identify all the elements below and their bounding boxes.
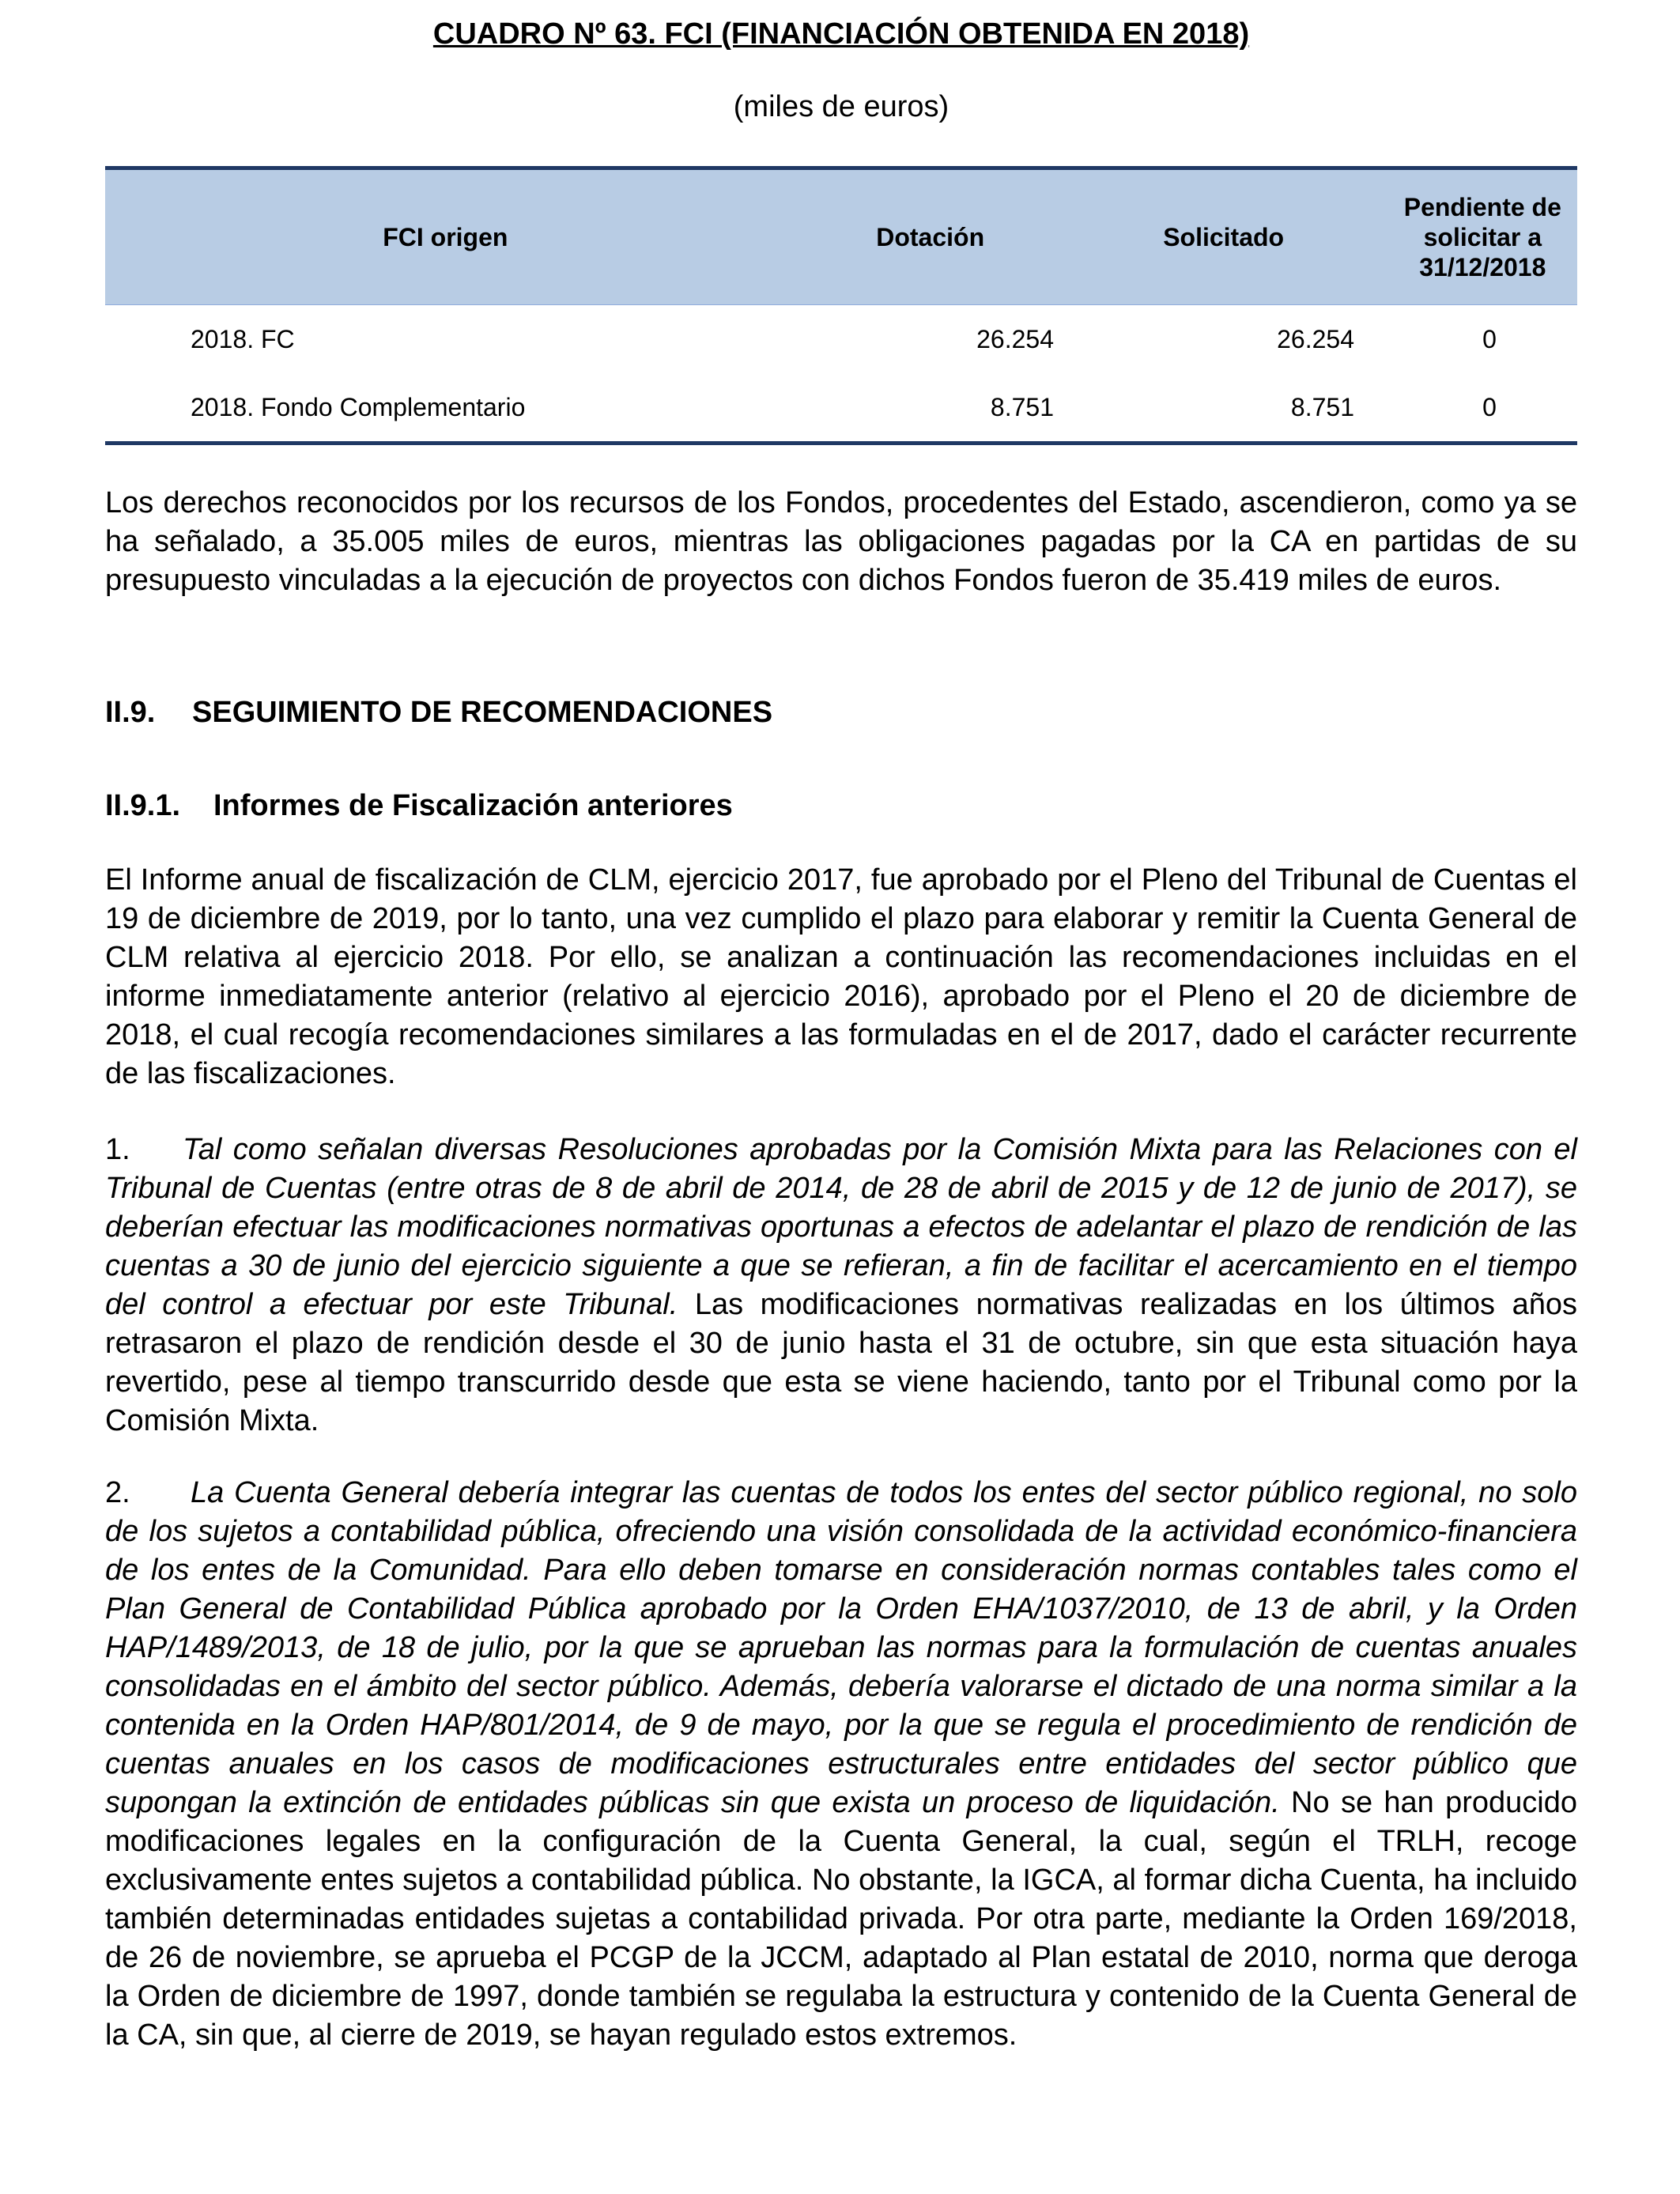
paragraph-fondos: Los derechos reconocidos por los recursos de los Fondos, procedentes del Estado, ascendieron, como ya se ha señalado, a 35.005 miles de euros, mientras las obligaciones pagadas por la CA en partidas de su presupuesto vinculadas a la ejecución de proyectos con dichos Fondos fueron de 35.419 miles de euros.: [105, 486, 1577, 597]
cell-dotacion: 26.254: [976, 324, 1054, 353]
table-bottom-rule: [105, 441, 1577, 445]
header-solicitado: Solicitado: [1163, 222, 1285, 251]
table-units: (miles de euros): [733, 90, 949, 123]
cell-pendiente: 0: [1482, 324, 1497, 353]
item-assessment-text: Las modificaciones normativas realizadas en los últimos años retrasaron el plazo de rendición desde el 30 de junio hasta el 31 de octubre, sin que esta situación haya revertido, pese al tiempo transcurrido desde que esta se viene haciendo, tanto por el Tribunal como por la Comisión Mixta.: [105, 1288, 1577, 1437]
section-heading: [105, 693, 772, 732]
header-dotacion: Dotación: [876, 222, 985, 251]
subsection-number: II.9.1.: [105, 789, 181, 822]
cell-solicitado: 8.751: [1290, 392, 1354, 421]
cell-origen: 2018. Fondo Complementario: [191, 392, 526, 421]
paragraph-informe-anual: El Informe anual de fiscalización de CLM, ejercicio 2017, fue aprobado por el Pleno del Tribunal de Cuentas el 19 de diciembre de 2019, por lo tanto, una vez cumplido el plazo para elaborar y remitir la Cuenta General de CLM relativa al ejercicio 2018. Por ello, se analizan a continuación las recomendaciones incluidas en el informe inmediatamente anterior (relativo al ejercicio 2016), aprobado por el Pleno el 20 de diciembre de 2018, el cual recogía recomendaciones similares a las formuladas en el de 2017, dado el carácter recurrente de las fiscalizaciones.: [105, 863, 1577, 1090]
table-header-row: [105, 166, 1577, 305]
item-number: 2.: [105, 1476, 130, 1509]
cell-dotacion: 8.751: [990, 392, 1054, 421]
recommendation-item-1: [105, 1131, 1577, 1441]
table-row: [105, 305, 1577, 373]
table-title: CUADRO Nº 63. FCI (FINANCIACIÓN OBTENIDA EN 2018): [432, 17, 1250, 51]
item-number: 1.: [105, 1133, 130, 1166]
table-row: [105, 373, 1577, 441]
fci-table: [105, 166, 1577, 445]
subsection-title: Informes de Fiscalización anteriores: [213, 789, 733, 822]
item-recommendation-text: Tal como señalan diversas Resoluciones aprobadas por la Comisión Mixta para las Relaciones con el Tribunal de Cuentas (entre otras de 8 de abril de 2014, de 28 de abril de 2015 y de 12 de junio de 2017), se deberían efectuar las modificaciones normativas oportunas a efectos de adelantar el plazo de rendición de las cuentas a 30 de junio del ejercicio siguiente a que se refieran, a fin de facilitar el acercamiento en el tiempo del control a efectuar por este Tribunal.: [105, 1133, 1577, 1321]
cell-origen: 2018. FC: [191, 324, 295, 353]
cell-pendiente: 0: [1482, 392, 1497, 421]
recommendation-item-2: [105, 1474, 1577, 2055]
subsection-heading: [105, 786, 733, 825]
item-recommendation-text: La Cuenta General debería integrar las cuentas de todos los entes del sector público regional, no solo de los sujetos a contabilidad pública, ofreciendo una visión consolidada de la actividad económico-financiera de los entes de la Comunidad. Para ello deben tomarse en consideración normas contables tales como el Plan General de Contabilidad Pública aprobado por la Orden EHA/1037/2010, de 13 de abril, y la Orden HAP/1489/2013, de 18 de julio, por la que se aprueban las normas para la formulación de cuentas anuales consolidadas en el ámbito del sector público. Además, debería valorarse el dictado de una norma similar a la contenida en la Orden HAP/801/2014, de 9 de mayo, por la que se regula el procedimiento de rendición de cuentas anuales en los casos de modificaciones estructurales entre entidades del sector público que supongan la extinción de entidades públicas sin que exista un proceso de liquidación.: [105, 1476, 1577, 1819]
header-pendiente: Pendiente de solicitar a 31/12/2018: [1403, 193, 1561, 281]
header-fci-origen: FCI origen: [383, 222, 508, 251]
section-number: II.9.: [105, 696, 156, 729]
item-assessment-text: No se han producido modificaciones legales en la configuración de la Cuenta General, la cual, según el TRLH, recoge exclusivamente entes sujetos a contabilidad pública. No obstante, la IGCA, al formar dicha Cuenta, ha incluido también determinadas entidades sujetas a contabilidad privada. Por otra parte, mediante la Orden 169/2018, de 26 de noviembre, se aprueba el PCGP de la JCCM, adaptado al Plan estatal de 2010, norma que deroga la Orden de diciembre de 1997, donde también se regulaba la estructura y contenido de la Cuenta General de la CA, sin que, al cierre de 2019, se hayan regulado estos extremos.: [105, 1786, 1577, 2052]
cell-solicitado: 26.254: [1277, 324, 1354, 353]
section-title: SEGUIMIENTO DE RECOMENDACIONES: [192, 696, 773, 729]
